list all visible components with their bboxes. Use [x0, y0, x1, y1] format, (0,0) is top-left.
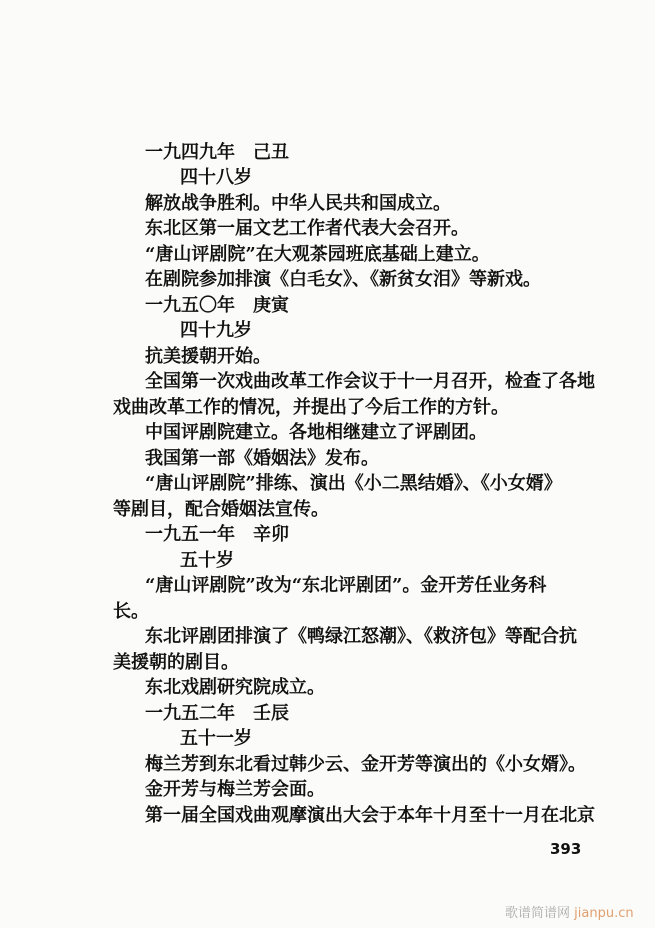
age-line: 五十岁	[180, 550, 234, 571]
text-line: 东北区第一届文艺工作者代表大会召开。	[145, 218, 469, 239]
text-line: 等剧目，配合婚姻法宣传。	[113, 499, 329, 520]
watermark	[505, 902, 634, 921]
text-line: 抗美援朝开始。	[145, 346, 271, 367]
text-line: “唐山评剧院”排练、演出《小二黑结婚》、《小女婿》	[145, 473, 562, 494]
text-line: 中国评剧院建立。各地相继建立了评剧团。	[145, 422, 487, 443]
watermark-cn: 歌谱简谱网	[505, 906, 571, 921]
text-line: 东北评剧团排演了《鸭绿江怒潮》、《救济包》等配合抗	[145, 626, 577, 647]
text-line: 美援朝的剧目。	[113, 652, 239, 673]
text-line: 第一届全国戏曲观摩演出大会于本年十月至十一月在北京	[145, 805, 595, 826]
text-line: “唐山评剧院”在大观茶园班底基础上建立。	[145, 244, 490, 265]
text-line: 戏曲改革工作的情况，并提出了今后工作的方针。	[113, 397, 509, 418]
text-line: 解放战争胜利。中华人民共和国成立。	[145, 193, 451, 214]
watermark-en: jianpu.cn	[574, 906, 634, 921]
age-line: 四十八岁	[180, 167, 252, 188]
text-line: 东北戏剧研究院成立。	[145, 677, 325, 698]
year-heading-1949: 一九四九年 己丑	[145, 142, 289, 163]
text-line: 在剧院参加排演《白毛女》、《新贫女泪》等新戏。	[145, 269, 541, 290]
text-line: 长。	[113, 601, 149, 622]
year-heading-1951: 一九五一年 辛卯	[145, 524, 289, 545]
age-line: 四十九岁	[180, 320, 252, 341]
age-line: 五十一岁	[180, 728, 252, 749]
text-line: 我国第一部《婚姻法》发布。	[145, 448, 379, 469]
year-heading-1952: 一九五二年 壬辰	[145, 703, 289, 724]
year-heading-1950: 一九五〇年 庚寅	[145, 295, 289, 316]
text-line: 金开芳与梅兰芳会面。	[145, 779, 325, 800]
text-line: 全国第一次戏曲改革工作会议于十一月召开，检查了各地	[145, 371, 595, 392]
text-line: 梅兰芳到东北看过韩少云、金开芳等演出的《小女婿》。	[145, 754, 586, 775]
page-number: 393	[550, 840, 582, 858]
text-line: “唐山评剧院”改为“东北评剧团”。金开芳任业务科	[145, 575, 547, 596]
